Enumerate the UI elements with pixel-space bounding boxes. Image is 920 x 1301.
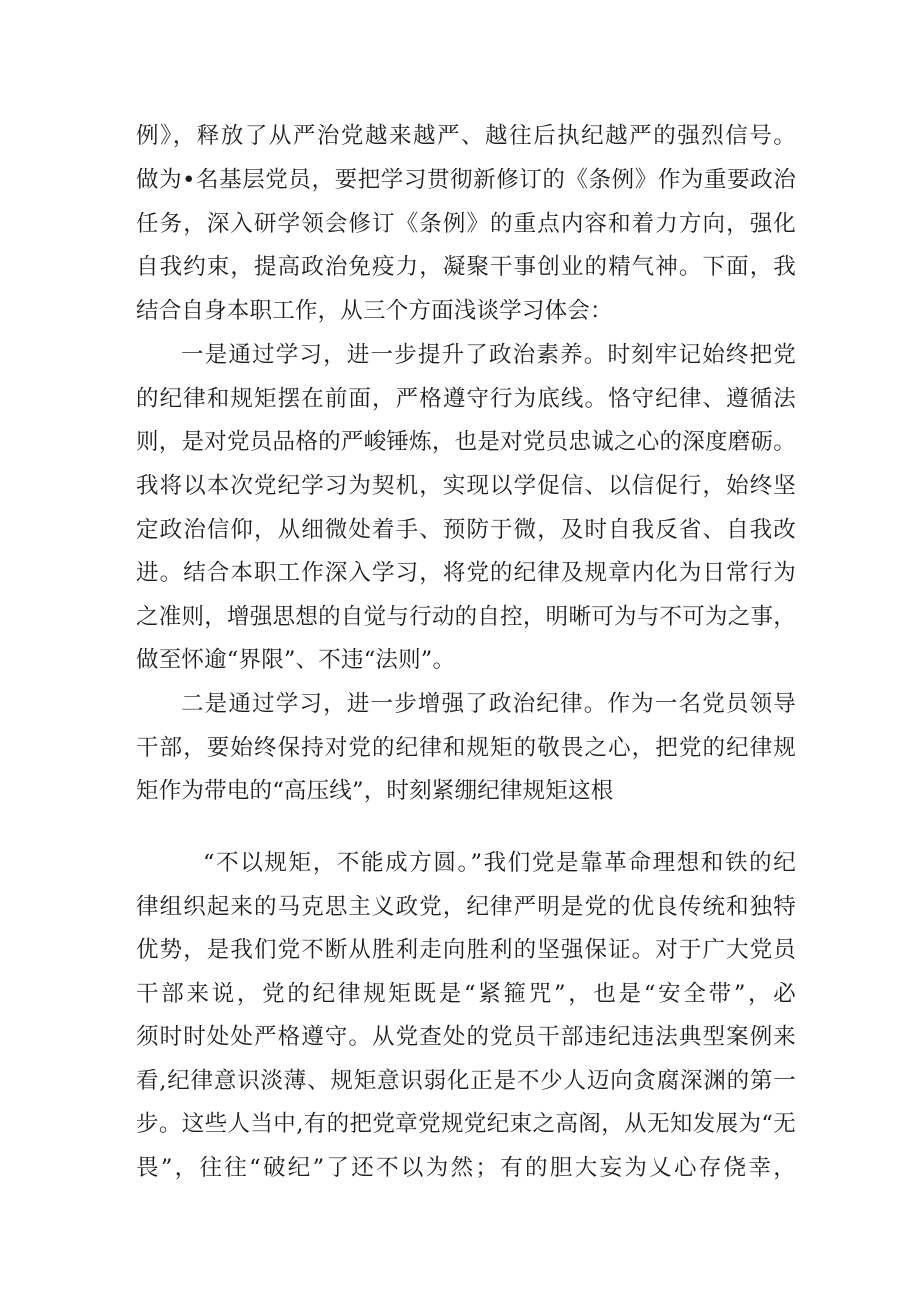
- text-line: 之准则，增强思想的自觉与行动的自控，明晰可为与不可为之事，: [136, 604, 796, 630]
- text-line: 任务，深入研学领会修订《条例》的重点内容和着力方向，强化: [136, 211, 796, 237]
- text-line: 定政治信仰，从细微处着手、预防于微，及时自我反省、自我改: [136, 517, 796, 543]
- text-line: 进。结合本职工作深入学习，将党的纪律及规章内化为日常行为: [136, 560, 796, 586]
- text-line: 看,纪律意识淡薄、规矩意识弱化正是不少人迈向贪腐深渊的第一: [136, 1068, 796, 1094]
- paragraph-first-line: 二是通过学习，进一步增强了政治纪律。作为一名党员领导: [181, 691, 796, 717]
- text-line: 我将以本次党纪学习为契机，实现以学促信、以信促行，始终坚: [136, 473, 796, 499]
- text-line: 优势，是我们党不断从胜利走向胜利的坚强保证。对于广大党员: [136, 937, 796, 963]
- text-line: 律组织起来的马克思主义政党，纪律严明是党的优良传统和独特: [136, 894, 796, 920]
- text-line: 步。这些人当中,有的把党章党规党纪束之高阁，从无知发展为“无: [136, 1111, 796, 1137]
- text-line: 结合自身本职工作，从三个方面浅谈学习体会：: [136, 298, 613, 324]
- text-line: 的纪律和规矩摆在前面，严格遵守行为底线。恪守纪律、遵循法: [136, 386, 796, 412]
- paragraph-first-line: 一是通过学习，进一步提升了政治素养。时刻牢记始终把党: [181, 342, 796, 368]
- text-line: 畏”，往往“破纪”了还不以为然；有的胆大妄为乂心存侥幸，: [136, 1155, 796, 1181]
- text-line: 做为•名基层党员，要把学习贯彻新修订的《条例》作为重要政治: [136, 167, 796, 193]
- text-line: 做至怀逾“界限”、不违“法则”。: [136, 647, 456, 673]
- paragraph-first-line: “不以规矩，不能成方圆。”我们党是靠革命理想和铁的纪: [203, 850, 796, 876]
- text-line: 则，是对党员品格的严峻锤炼，也是对党员忠诚之心的深度磨砺。: [136, 429, 796, 455]
- text-line: 例》，释放了从严治党越来越严、越往后执纪越严的强烈信号。: [136, 123, 796, 149]
- text-line: 自我约束，提高政治免疫力，凝聚干事创业的精气神。下面，我: [136, 254, 796, 280]
- text-line: 须时时处处严格遵守。从党查处的党员干部违纪违法典型案例来: [136, 1024, 796, 1050]
- text-line: 干部，要始终保持对党的纪律和规矩的敬畏之心，把党的纪律规: [136, 735, 796, 761]
- text-line: 矩作为带电的“高压线”，时刻紧绷纪律规矩这根: [136, 778, 614, 804]
- text-line: 干部来说，党的纪律规矩既是“紧箍咒”，也是“安全带”，必: [136, 981, 796, 1007]
